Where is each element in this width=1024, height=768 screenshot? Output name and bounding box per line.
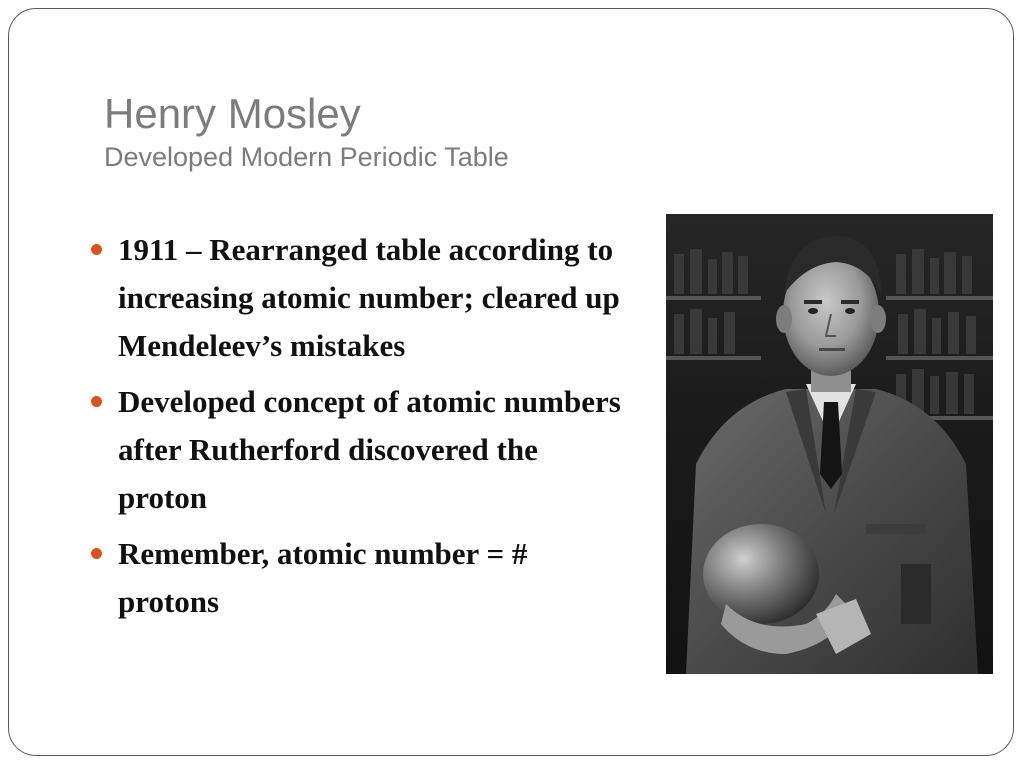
bullet-list [88, 226, 628, 634]
title-block [104, 88, 724, 174]
slide-subtitle: Developed Modern Periodic Table [104, 142, 509, 172]
bullet-text: 1911 – Rearranged table according to increasing atomic number; cleared up Mendeleev’s mistakes [118, 232, 620, 363]
bullet-text: Remember, atomic number = # protons [118, 536, 528, 619]
portrait-photo [666, 214, 993, 674]
bullet-text: Developed concept of atomic numbers after Rutherford discovered the proton [118, 384, 621, 515]
portrait-photo-icon [666, 214, 993, 674]
bullet-dot-icon [91, 548, 102, 559]
bullet-item [88, 226, 628, 370]
bullet-dot-icon [91, 396, 102, 407]
bullet-item [88, 378, 628, 522]
slide-title: Henry Mosley [104, 90, 361, 137]
bullet-dot-icon [91, 244, 102, 255]
bullet-item [88, 530, 628, 626]
